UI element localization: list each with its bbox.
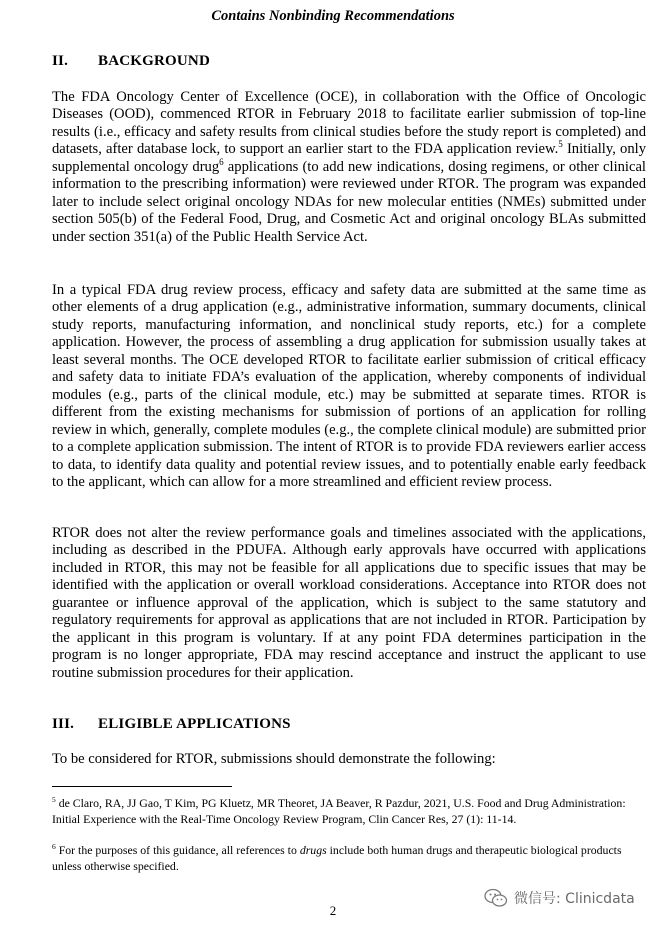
section-number: III. (52, 716, 75, 732)
footnote-mark: 6 (52, 842, 56, 852)
footnote-text: de Claro, RA, JJ Gao, T Kim, PG Kluetz, MR Theoret, JA Beaver, R Pazdur, 2021, U.S. Food and Drug Administration: Initial Experience with the Real-Time Oncology Review Program, Clin Cancer Res, 27 (1): 11-14. (52, 796, 626, 826)
footnote-text-pre: For the purposes of this guidance, all references to (55, 843, 300, 857)
paragraph-1-text-b: Initially, only supplemental oncology drug (52, 141, 646, 175)
paragraph-4: To be considered for RTOR, submissions should demonstrate the following: (52, 751, 496, 767)
paragraph-2: In a typical FDA drug review process, efficacy and safety data are submitted at the same time as other elements of a drug application (e.g., administrative information, summary documents, clinical study reports, manufacturing information, and nonclinical study reports, etc.) for a complete application. However, the process of assembling a drug application for submission usually takes at least several months. The OCE developed RTOR to facilitate earlier submission of critical efficacy and safety data to initiate FDA’s evaluation of the application, whereby components of individual modules (e.g., parts of the clinical module, etc.) may be submitted at separate times. RTOR is different from the existing mechanisms for submission of portions of an application for rolling review in which, generally, complete modules (e.g., the complete clinical module) are submitted prior to a complete application submission. The intent of RTOR is to provide FDA reviewers earlier access to data, to identify data quality and potential review issues, and to potentially enable early feedback to the applicant, which can allow for a more streamlined and efficient review process. (52, 282, 646, 490)
paragraph-1-text-a: The FDA Oncology Center of Excellence (OCE), in collaboration with the Office of Oncologic Diseases (OOD), commenced RTOR in February 2018 to facilitate earlier submission of top-line results (i.e., efficacy and safety results from clinical studies before the study report is completed) and datasets, after database lock, to support an earlier start to the FDA application review. (52, 89, 646, 158)
footnote-5 (52, 796, 642, 827)
page-header: Contains Nonbinding Recommendations (211, 8, 455, 24)
footnote-ref-5: 5 (558, 139, 563, 150)
section-heading-background (52, 53, 210, 70)
footnote-divider (52, 786, 232, 787)
footnote-text-post: include both human drugs and therapeutic biological products unless otherwise specified. (52, 843, 622, 873)
page-number: 2 (329, 903, 337, 918)
watermark-text: 微信号: Clinicdata (514, 891, 635, 907)
paragraph-1 (52, 89, 646, 246)
paragraph-3: RTOR does not alter the review performance goals and timelines associated with the applications, including as described in the PDUFA. Although early approvals have occurred with applications included in RTOR, this may not be feasible for all applications due to specific issues that may be identified with the application or overall workload considerations. Acceptance into RTOR does not guarantee or influence approval of the application, which is subject to the same statutory and regulatory requirements for approval as applications that are not included in RTOR. Participation by the applicant in this program is voluntary. If at any point FDA determines participation in the program is no longer appropriate, FDA may rescind acceptance and instruct the applicant to use routine submission procedures for their application. (52, 525, 646, 681)
section-title: ELIGIBLE APPLICATIONS (98, 716, 291, 732)
footnote-mark: 5 (52, 795, 56, 805)
footnote-ref-6: 6 (219, 156, 224, 167)
paragraph-1-text-c: applications (to add new indications, dosing regimens, or other clinical information to the prescribing information) were reviewed under RTOR. The program was expanded later to include select original oncology NDAs for new molecular entities (NMEs) submitted under section 505(b) of the Federal Food, Drug, and Cosmetic Act and original oncology BLAs submitted under section 351(a) of the Public Health Service Act. (52, 158, 646, 245)
section-number: II. (52, 53, 69, 69)
section-heading-eligible-applications (52, 716, 291, 733)
footnote-text-emphasis: drugs (299, 843, 327, 857)
section-title: BACKGROUND (98, 53, 211, 69)
footnote-6 (52, 843, 642, 874)
